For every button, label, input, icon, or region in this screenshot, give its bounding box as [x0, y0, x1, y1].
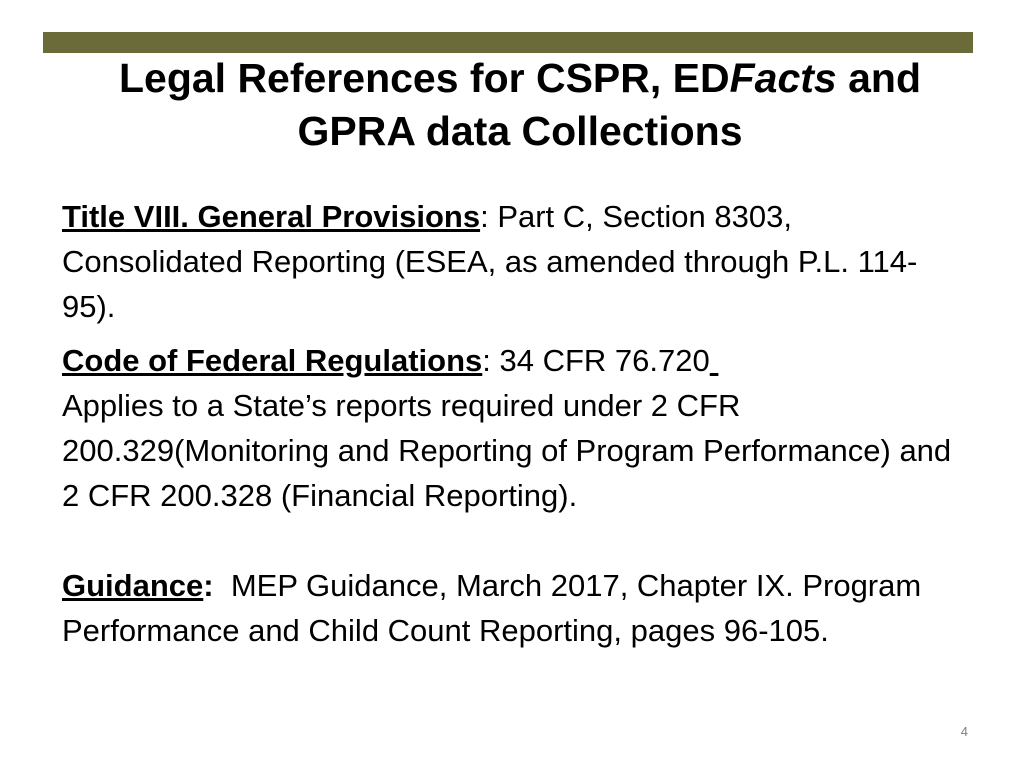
citation-trailing-underline	[710, 343, 719, 378]
section-text: Part C, Section 8303, Consolidated Reporting (ESEA, as amended through P.L. 114-95).	[62, 199, 918, 324]
title-text-italic: Facts	[729, 55, 837, 101]
section-text: Applies to a State’s reports required under 2 CFR 200.329(Monitoring and Reporting of Program Performance) and 2 CFR 200.328 (Financial Reporting).	[62, 388, 952, 513]
section-separator: :	[203, 568, 214, 603]
section-guidance	[62, 563, 962, 653]
title-text-part1: Legal References for CSPR, ED	[118, 55, 730, 101]
title-text-line2: GPRA data Collections	[297, 108, 743, 154]
section-heading: Title VIII. General Provisions	[62, 199, 481, 234]
page-number: 4	[960, 724, 968, 739]
section-heading: Code of Federal Regulations	[62, 343, 483, 378]
slide-title	[40, 52, 1000, 158]
section-federal-regulations	[62, 338, 962, 518]
section-general-provisions	[62, 194, 962, 329]
title-accent-bar	[43, 32, 973, 53]
section-separator: :	[480, 199, 498, 234]
section-citation: 34 CFR 76.720	[499, 343, 710, 378]
slide-body	[62, 194, 962, 653]
title-text-part2: and	[836, 55, 922, 101]
section-separator: :	[482, 343, 500, 378]
section-text: MEP Guidance, March 2017, Chapter IX. Program Performance and Child Count Reporting, pages 96-105.	[62, 568, 922, 648]
section-heading: Guidance	[62, 568, 204, 603]
